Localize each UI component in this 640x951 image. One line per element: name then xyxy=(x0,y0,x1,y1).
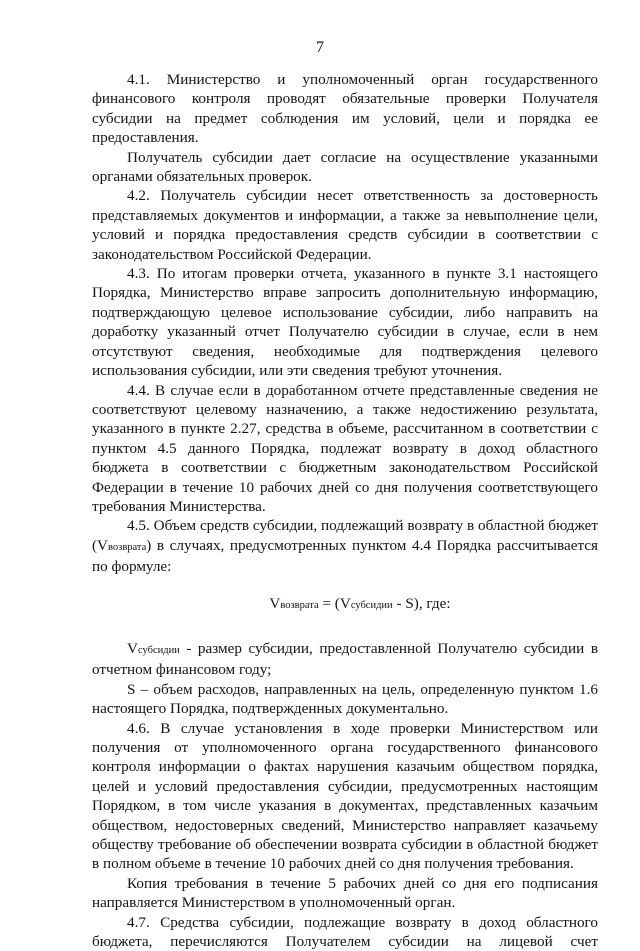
page-number: 7 xyxy=(316,39,324,56)
paragraph-4-5 xyxy=(92,516,598,576)
formula-end: - S), где: xyxy=(392,594,451,612)
definition-v-subsidy xyxy=(92,639,598,680)
def-v-text: - размер субсидии, предоставленной Получателю субсидии в отчетном финансовом году; xyxy=(92,639,598,679)
formula-sub-subsidy: субсидии xyxy=(350,599,393,611)
formula xyxy=(92,594,598,615)
v-return-subscript: возврата xyxy=(108,541,147,553)
paragraph-4-6: 4.6. В случае установления в ходе проверки Министерством или получения от уполномоченного органа государственного финансового контроля информации о фактах нарушения казачьим обществом порядка, целей и условий предоставления субсидии, предусмотренных настоящим Порядком, в том числе указания в документах, представленных казачьим обществом, недостоверных сведений, Министерство направляет казачьему обществу требование об обеспечении возврата субсидии в областной бюджет в полном объеме в течение 10 рабочих дней со дня получения требования. xyxy=(92,719,598,873)
document-body xyxy=(92,70,598,951)
def-v-subscript: субсидии xyxy=(137,644,180,656)
paragraph-4-3: 4.3. По итогам проверки отчета, указанного в пункте 3.1 настоящего Порядка, Министерство вправе запросить дополнительную информацию, подтверждающую целевое использование субсидии, либо направить на доработку указанный отчет Получателю субсидии в случае, если в нем отсутствуют сведения, необходимые для подтверждения целевого использования субсидии, или эти сведения требуют уточнения. xyxy=(92,265,598,380)
definition-s: S – объем расходов, направленных на цель, определенную пунктом 1.6 настоящего Порядка, подтвержденных документально. xyxy=(92,680,598,718)
paragraph-consent: Получатель субсидии дает согласие на осуществление указанными органами обязательных проверок. xyxy=(92,148,598,186)
formula-v: V xyxy=(269,594,281,612)
formula-sub-return: возврата xyxy=(280,599,319,611)
paragraph-4-2: 4.2. Получатель субсидии несет ответственность за достоверность представляемых документов и информации, а также за невыполнение цели, условий и порядка предоставления средств субсидии в соответствии с законодательством Российской Федерации. xyxy=(92,187,598,263)
formula-middle: = (V xyxy=(318,594,351,612)
def-v-symbol: V xyxy=(127,639,138,657)
paragraph-4-7: 4.7. Средства субсидии, подлежащие возврату в доход областного бюджета, перечисляются Получателем субсидии на лицевой счет xyxy=(92,913,598,951)
paragraph-4-1: 4.1. Министерство и уполномоченный орган государственного финансового контроля проводят обязательные проверки Получателя субсидии на предмет соблюдения им условий, цели и порядка ее предоставления. xyxy=(92,71,598,147)
paragraph-4-5-text-a: 4.5. Объем средств субсидии, подлежащий возврату в областной бюджет (V xyxy=(92,517,598,554)
paragraph-4-4: 4.4. В случае если в доработанном отчете представленные сведения не соответствуют целевому назначению, а также недостижению результата, указанного в пункте 2.27, средства в объеме, рассчитанном в соответствии с пунктом 4.5 данного Порядка, подлежат возврату в доход областного бюджета в соответствии с бюджетным законодательством Российской Федерации в течение 10 рабочих дней со дня получения соответствующего требования Министерства. xyxy=(92,381,598,515)
paragraph-copy: Копия требования в течение 5 рабочих дней со дня его подписания направляется Министерством в уполномоченный орган. xyxy=(92,874,598,912)
paragraph-4-5-text-b: ) в случаях, предусмотренных пунктом 4.4 Порядка рассчитывается по формуле: xyxy=(92,536,598,576)
